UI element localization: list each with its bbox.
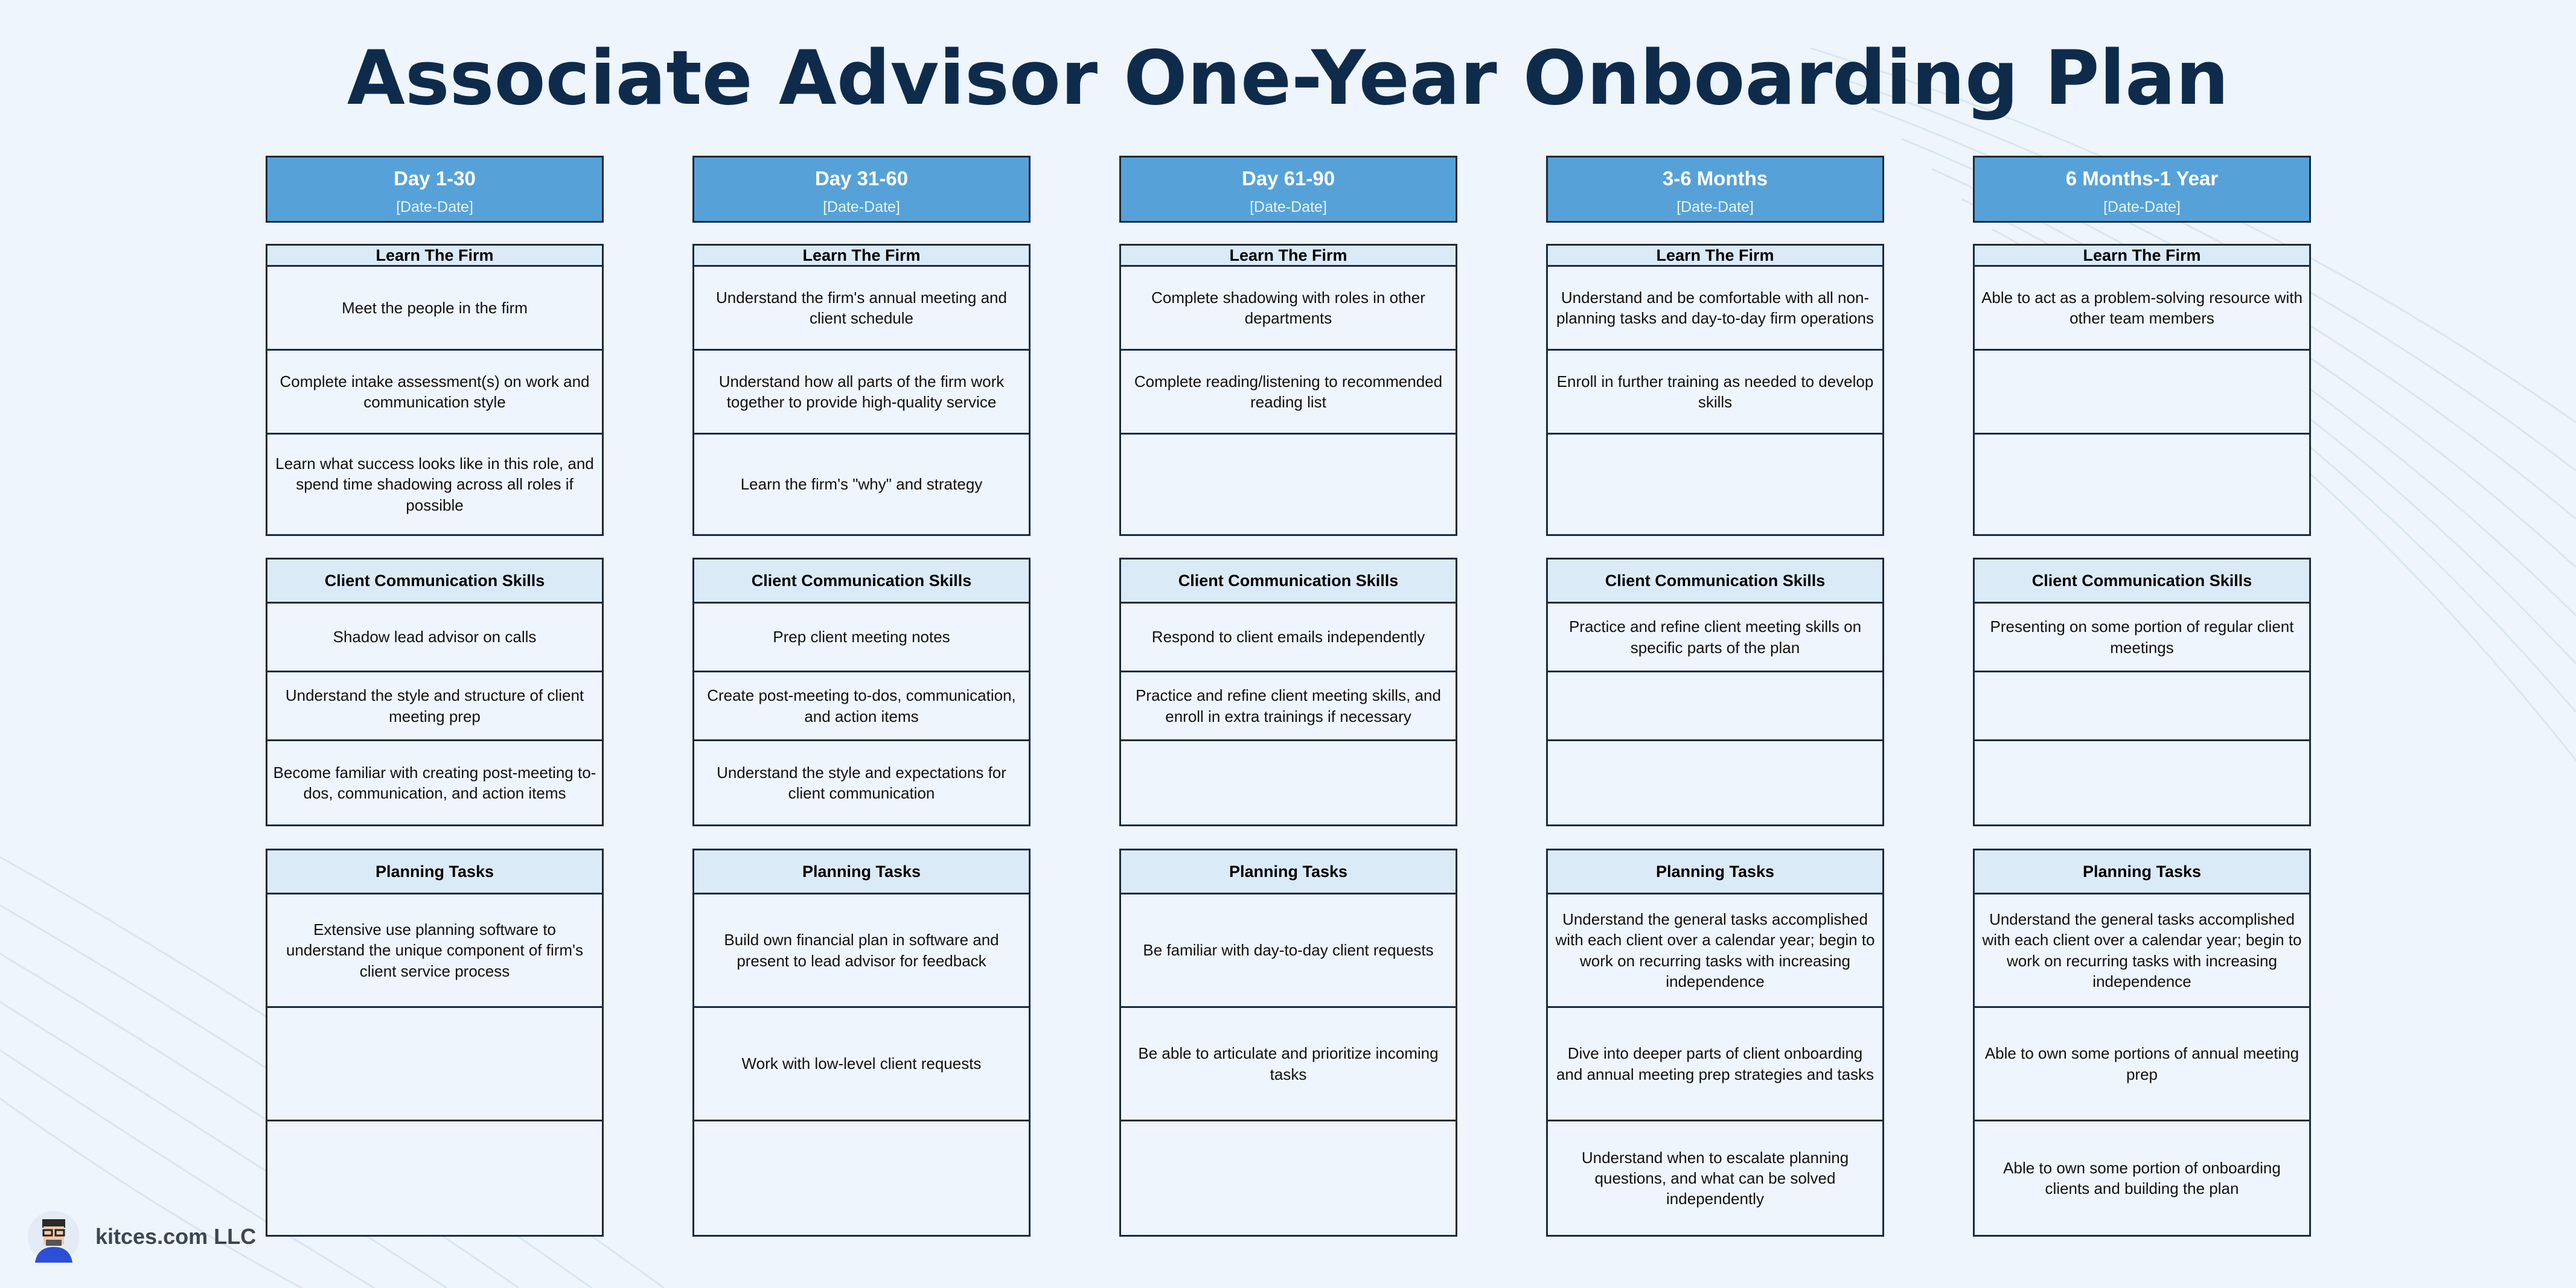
column-date-range: [Date-Date] [823,199,900,215]
page-title: Associate Advisor One-Year Onboarding Plan [347,35,2229,122]
learn-the-firm-item [1975,435,2309,534]
client-communication-section [1973,558,2311,826]
planning-tasks-header: Planning Tasks [694,850,1029,894]
planning-tasks-item: Work with low-level client requests [694,1008,1029,1121]
planning-tasks-header: Planning Tasks [1975,850,2309,894]
column-header [1119,156,1457,223]
column-header [266,156,604,223]
client-communication-item: Practice and refine client meeting skills on specific parts of the plan [1548,604,1882,672]
planning-tasks-item: Able to own some portion of onboarding clients and building the plan [2003,1158,2281,1197]
client-communication-item [1548,672,1882,741]
learn-the-firm-section [1546,244,1884,536]
column-date-range: [Date-Date] [2103,199,2181,215]
column-3 [1119,156,1457,1083]
planning-tasks-item [267,1008,602,1121]
column-header [692,156,1031,223]
client-communication-item: Practice and refine client meeting skills, and enroll in extra trainings if necessary [1121,672,1456,741]
client-communication-item: Shadow lead advisor on calls [267,604,602,672]
column-header [1973,156,2311,223]
planning-tasks-item [1121,1121,1456,1235]
column-date-range: [Date-Date] [1250,199,1327,215]
learn-the-firm-item [1975,351,2309,435]
planning-tasks-header: Planning Tasks [1121,850,1456,894]
learn-the-firm-item: Enroll in further training as needed to develop skills [1548,351,1882,435]
client-communication-item: Create post-meeting to-dos, communication, and action items [694,672,1029,741]
learn-the-firm-item: Able to act as a problem-solving resource with other team members [1975,267,2309,351]
client-communication-item: Understand the style and expectations for client communication [717,763,1006,802]
client-communication-item [1975,672,2309,741]
planning-tasks-section [692,849,1031,1237]
column-title: Day 61-90 [1241,167,1335,190]
column-date-range: [Date-Date] [396,199,473,215]
planning-tasks-section [1546,849,1884,1237]
column-header [1546,156,1884,223]
client-communication-section [692,558,1031,826]
column-date-range: [Date-Date] [1676,199,1754,215]
planning-tasks-section [266,849,604,1237]
learn-the-firm-section [692,244,1031,536]
learn-the-firm-header: Learn The Firm [1121,246,1456,267]
learn-the-firm-item: Understand the firm's annual meeting and client schedule [694,267,1029,351]
footer [28,1211,256,1263]
learn-the-firm-header: Learn The Firm [1548,246,1882,267]
column-title: Day 1-30 [394,167,476,190]
client-communication-header: Client Communication Skills [267,560,602,604]
learn-the-firm-item: Understand and be comfortable with all non-planning tasks and day-to-day firm operations [1548,267,1882,351]
planning-tasks-item: Able to own some portions of annual meeting prep [1975,1008,2309,1121]
column-5 [1973,156,2311,1197]
column-title: Day 31-60 [814,167,909,190]
planning-tasks-item [267,1121,602,1235]
learn-the-firm-item: Learn what success looks like in this role, and spend time shadowing across all roles if possible [275,454,594,514]
client-communication-header: Client Communication Skills [1975,560,2309,604]
client-communication-header: Client Communication Skills [1548,560,1882,604]
learn-the-firm-section [266,244,604,536]
learn-the-firm-item: Learn the firm's "why" and strategy [740,475,983,494]
planning-tasks-item [694,1121,1029,1235]
learn-the-firm-item: Complete shadowing with roles in other departments [1121,267,1456,351]
client-communication-item [1975,741,2309,824]
planning-tasks-item: Be able to articulate and prioritize incoming tasks [1121,1008,1456,1121]
planning-tasks-item: Extensive use planning software to understand the unique component of firm's client service process [267,894,602,1008]
client-communication-item [1548,741,1882,824]
planning-tasks-item: Build own financial plan in software and present to lead advisor for feedback [694,894,1029,1008]
learn-the-firm-section [1973,244,2311,536]
learn-the-firm-item: Complete intake assessment(s) on work and communication style [267,351,602,435]
client-communication-item [1121,741,1456,824]
planning-tasks-header: Planning Tasks [267,850,602,894]
planning-tasks-item: Dive into deeper parts of client onboarding and annual meeting prep strategies and tasks [1548,1008,1882,1121]
client-communication-header: Client Communication Skills [1121,560,1456,604]
planning-tasks-item: Understand when to escalate planning questions, and what can be solved independently [1581,1148,1849,1208]
client-communication-section [266,558,604,826]
learn-the-firm-item [1548,435,1882,534]
planning-tasks-header: Planning Tasks [1548,850,1882,894]
learn-the-firm-item: Meet the people in the firm [267,267,602,351]
client-communication-item: Respond to client emails independently [1121,604,1456,672]
learn-the-firm-header: Learn The Firm [694,246,1029,267]
client-communication-item: Presenting on some portion of regular client meetings [1975,604,2309,672]
client-communication-item: Understand the style and structure of client meeting prep [267,672,602,741]
column-title: 6 Months-1 Year [2065,167,2219,190]
client-communication-section [1119,558,1457,826]
planning-tasks-section [1119,849,1457,1237]
planning-tasks-item: Be familiar with day-to-day client requests [1121,894,1456,1008]
planning-tasks-item: Understand the general tasks accomplished with each client over a calendar year; begin to work on recurring tasks with increasing independence [1548,894,1882,1008]
client-communication-item: Become familiar with creating post-meeting to-dos, communication, and action items [273,763,596,802]
column-title: 3-6 Months [1662,167,1768,190]
planning-tasks-section [1973,849,2311,1237]
learn-the-firm-item: Complete reading/listening to recommended reading list [1121,351,1456,435]
avatar-icon [28,1211,80,1263]
column-2 [692,156,1031,1073]
column-1 [266,156,604,980]
client-communication-section [1546,558,1884,826]
client-communication-item: Prep client meeting notes [694,604,1029,672]
client-communication-header: Client Communication Skills [694,560,1029,604]
learn-the-firm-item: Understand how all parts of the firm work together to provide high-quality service [694,351,1029,435]
learn-the-firm-header: Learn The Firm [1975,246,2309,267]
column-4 [1546,156,1884,1208]
company-name: kitces.com LLC [95,1224,257,1249]
planning-tasks-item: Understand the general tasks accomplished with each client over a calendar year; begin to work on recurring tasks with increasing independence [1975,894,2309,1008]
learn-the-firm-item [1121,435,1456,534]
learn-the-firm-section [1119,244,1457,536]
learn-the-firm-header: Learn The Firm [267,246,602,267]
